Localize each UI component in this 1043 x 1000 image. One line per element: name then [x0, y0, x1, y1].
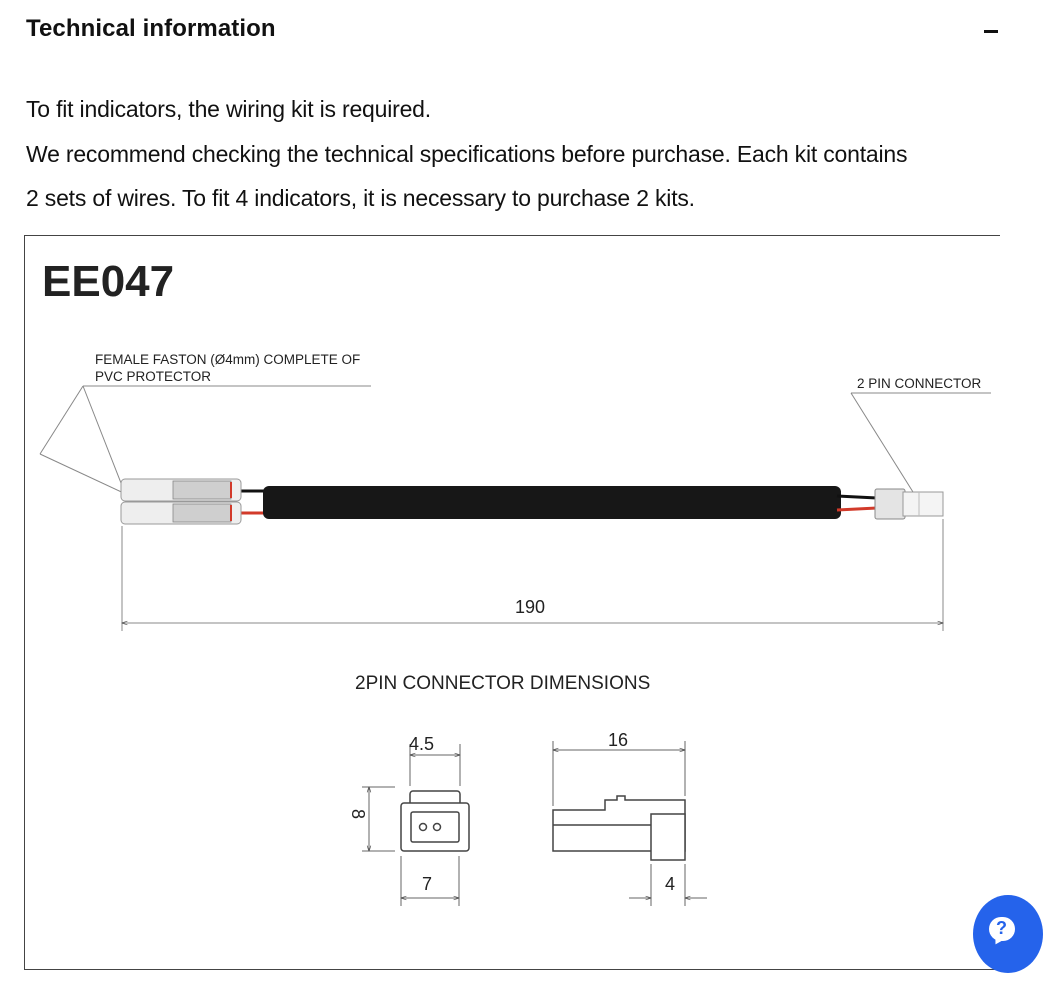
technical-drawing — [24, 235, 1000, 970]
wiring-diagram — [25, 236, 1001, 971]
model-code: EE047 — [42, 257, 175, 306]
description-line-3: 2 sets of wires. To fit 4 indicators, it is necessary to purchase 2 kits. — [26, 185, 695, 211]
height-value: 8 — [348, 809, 368, 820]
chat-bubble-icon: ? — [989, 917, 1015, 941]
body-width-value: 7 — [422, 874, 433, 894]
description-line-1: To fit indicators, the wiring kit is required. — [26, 96, 431, 122]
cable-assembly — [230, 486, 877, 519]
connector-side-view — [553, 796, 685, 860]
connector-leader-lines — [851, 393, 991, 492]
two-pin-connector — [875, 489, 943, 519]
pin-width-value: 4.5 — [409, 734, 435, 754]
faston-label-line2: PVC PROTECTOR — [95, 369, 212, 384]
connector-label: 2 PIN CONNECTOR — [857, 376, 982, 391]
section-title: Technical information — [26, 15, 276, 42]
length-value: 16 — [608, 730, 629, 750]
description-line-2: We recommend checking the technical specifications before purchase. Each kit contains — [26, 141, 908, 167]
technical-information-header[interactable] — [0, 0, 1000, 62]
faston-terminals — [121, 479, 241, 524]
tab-value: 4 — [665, 874, 676, 894]
faston-label-line1: FEMALE FASTON (Ø4mm) COMPLETE OF — [95, 352, 361, 367]
overall-length-value: 190 — [515, 597, 546, 617]
collapse-minus-icon[interactable] — [978, 16, 1000, 44]
connector-front-view — [401, 791, 469, 851]
dimensions-title: 2PIN CONNECTOR DIMENSIONS — [355, 673, 651, 694]
chat-button[interactable] — [973, 895, 1043, 973]
